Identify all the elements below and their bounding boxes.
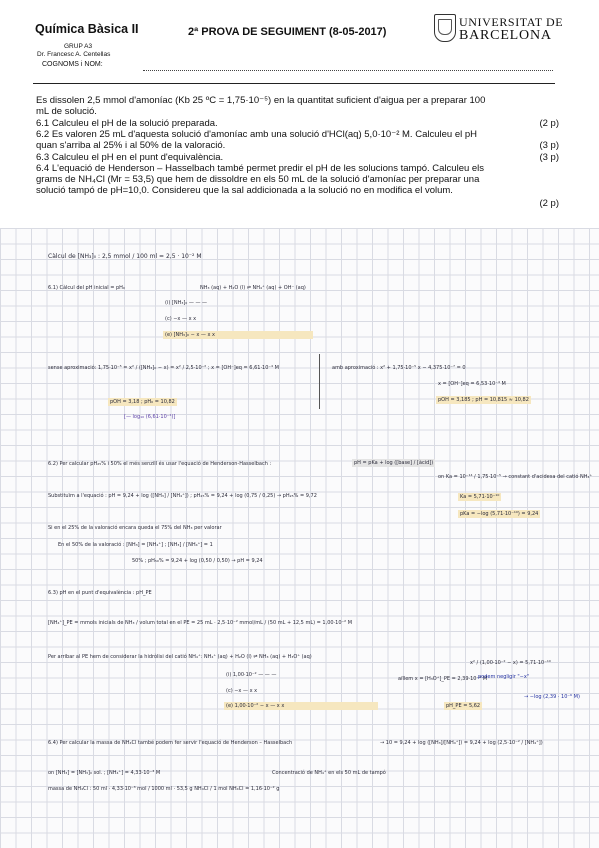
note-equivalence-concentration: [NH₄⁺]_PE = mmols inicials de NH₃ / volum total en el PE = 25 mL · 2,5·10⁻² mmol/mL / (50 mL + 12,5 mL) = 1,00·10⁻² M	[48, 620, 353, 626]
note-ka-value: Ka = 5,71·10⁻¹⁰	[460, 494, 500, 500]
exam-title: 2ª PROVA DE SEGUIMENT (8-05-2017)	[188, 26, 387, 38]
note-ph-equivalence: pH_PE = 5,62	[446, 703, 481, 709]
question-6-2-points: (3 p)	[539, 140, 559, 151]
question-6-4-line3: solució tampó de pH=10,0. Considereu que la sal addicionada a la solució no en modifica el volum.	[36, 185, 453, 196]
question-6-3-points: (3 p)	[539, 152, 559, 163]
note-6-2-heading: 6.2) Per calcular pH₂₅% i 50% el més senzill és usar l'equació de Henderson-Hasselbach :	[48, 461, 272, 467]
university-name-line1: UNIVERSITAT DE	[459, 15, 564, 29]
student-name-line	[143, 70, 553, 71]
question-6-4-line2: grams de NH₄Cl (Mr = 53,5) que hem de dissoldre en els 50 mL de la solució d'amoníac per preparar una	[36, 174, 480, 185]
question-6-1-points: (2 p)	[539, 118, 559, 129]
note-equilibrium-reaction: NH₃ (aq) + H₂O (l) ⇌ NH₄⁺ (aq) + OH⁻ (aq)	[200, 285, 306, 291]
note-initial-concentration: Càlcul de [NH₃]₀ : 2,5 mmol / 100 ml = 2,5 · 10⁻² M	[48, 253, 202, 260]
column-divider	[319, 354, 320, 409]
note-log-annotation: [— log₁₀ (6,61·10⁻⁴)]	[124, 414, 176, 420]
university-seal-icon	[434, 14, 456, 42]
problem-intro-line1: Es dissolen 2,5 mmol d'amoníac (Kb 25 ºC = 1,75·10⁻⁵) en la quantitat suficient d'aigua per a preparar 100	[36, 95, 486, 106]
note-without-approximation: sense aproximació: 1,75·10⁻⁵ = x² / ([NH₃]₀ − x) = x² / 2,5·10⁻² ; x = [OH⁻]eq = 6,61·10⁻⁴ M	[48, 365, 279, 371]
question-6-3: 6.3 Calculeu el pH en el punt d'equivalència.	[36, 152, 224, 163]
note-ice-row-equilibrium: (e) [NH₃]₀ − x — x x	[163, 331, 313, 339]
note-ka-definition: on Ka = 10⁻¹⁴ / 1,75·10⁻⁵ → constant d'acidesa del catió NH₄⁺	[438, 474, 593, 480]
question-6-2-line1: 6.2 Es valoren 25 mL d'aquesta solució d'amoníac amb una solució d'HCl(aq) 5,0·10⁻² M. Calculeu el pH	[36, 129, 477, 140]
note-ph-log-annotation: → −log (2,39 · 10⁻⁶ M)	[524, 694, 580, 700]
note-hydrolysis-reaction: Per arribar al PE hem de considerar la hidròlisi del catió NH₄⁺: NH₄⁺ (aq) + H₂O (l) ⇌ NH₃ (aq) + H₃O⁺ (aq)	[48, 654, 312, 660]
note-ice-row-initial: (i) [NH₃]₀ — — —	[165, 300, 208, 306]
professor-name: Dr. Francesc A. Centellas	[37, 51, 111, 58]
note-henderson-equation: pH = pKa + log ([base] / [àcid])	[354, 460, 434, 466]
note-buffer-equation: → 10 = 9,24 + log ([NH₃]/[NH₄⁺]) = 9,24 + log (2,5·10⁻² / [NH₄⁺])	[380, 740, 543, 746]
problem-intro-line2: mL de solució.	[36, 106, 97, 117]
note-pka-value: pKa = −log (5,71·10⁻¹⁰) = 9,24	[460, 511, 539, 517]
note-hydrolysis-expression: x² / (1,00·10⁻² − x) = 5,71·10⁻¹⁰	[470, 660, 551, 666]
exam-header	[0, 0, 599, 228]
handwritten-solution-sheet	[0, 228, 599, 848]
note-hydrolysis-equilibrium: (e) 1,00·10⁻² − x — x x	[224, 702, 378, 710]
note-ph-approx-result: pOH = 3,185 ; pH = 10,815 ≈ 10,82	[438, 397, 529, 403]
question-6-4-line1: 6.4 L'equació de Henderson – Hasselbach també permet predir el pH de les solucions tampó. Calculeu els	[36, 163, 485, 174]
note-hydrolysis-initial: (i) 1,00·10⁻² — — —	[226, 672, 277, 678]
note-nh4cl-mass: massa de NH₄Cl : 50 ml · 4,33·10⁻³ mol / 1000 ml · 53,5 g NH₄Cl / 1 mol NH₄Cl = 1,16·10⁻² g	[48, 786, 280, 792]
note-6-3-heading: 6.3) pH en el punt d'equivalència : pH_PE	[48, 590, 152, 596]
note-ph-50-percent: 50% ; pH₅₀% = 9,24 + log (0,50 / 0,50) → pH = 9,24	[132, 558, 263, 564]
course-title: Química Bàsica II	[35, 22, 139, 36]
note-6-1-heading: 6.1) Càlcul del pH inicial = pH₀	[48, 285, 125, 291]
header-divider	[33, 83, 555, 84]
university-name-line2: BARCELONA	[459, 28, 552, 43]
note-ph-result-6-1: pOH = 3,18 ; pH₀ = 10,82	[110, 399, 175, 405]
student-name-label: COGNOMS i NOM:	[42, 61, 103, 68]
note-buffer-volume: Concentració de NH₄⁺ en els 50 mL de tampó	[272, 770, 386, 776]
note-h3o-concentration: aïllem x = [H₃O⁺]_PE = 2,39·10⁻⁶ M	[398, 676, 488, 682]
note-nh4-concentration: on [NH₃] = [NH₃]₀ sol. ; [NH₄⁺] = 4,33·10⁻³ M	[48, 770, 161, 776]
note-with-approximation: amb aproximació : x² + 1,75·10⁻⁵ x − 4,375·10⁻⁷ = 0	[332, 365, 466, 371]
note-6-4-heading: 6.4) Per calcular la massa de NH₄Cl també podem fer servir l'equació de Henderson – Hasselbach	[48, 740, 293, 746]
question-6-4-points: (2 p)	[539, 198, 559, 209]
note-oh-concentration: x = [OH⁻]eq = 6,53·10⁻⁴ M	[438, 381, 506, 387]
note-ice-row-change: (c) −x — x x	[165, 316, 197, 322]
note-negligible-x: podem negligir "−x"	[478, 674, 530, 680]
question-6-1: 6.1 Calculeu el pH de la solució preparada.	[36, 118, 218, 129]
note-25-percent-remaining: Si en el 25% de la valoració encara queda el 75% del NH₃ per valorar	[48, 525, 222, 531]
group-label: GRUP A3	[64, 43, 93, 50]
note-50-percent-condition: En el 50% de la valoració : [NH₃] = [NH₄⁺] ; [NH₃] / [NH₄⁺] = 1	[58, 542, 213, 548]
note-hydrolysis-change: (c) −x — x x	[226, 688, 258, 694]
question-6-2-line2: quan s'arriba al 25% i al 50% de la valoració.	[36, 140, 226, 151]
note-ph-25-percent: Substituïm a l'equació : pH = 9,24 + log ([NH₃] / [NH₄⁺]) ; pH₂₅% = 9,24 + log (0,75 / 0,25) → pH₂₅% = 9,72	[48, 493, 317, 499]
